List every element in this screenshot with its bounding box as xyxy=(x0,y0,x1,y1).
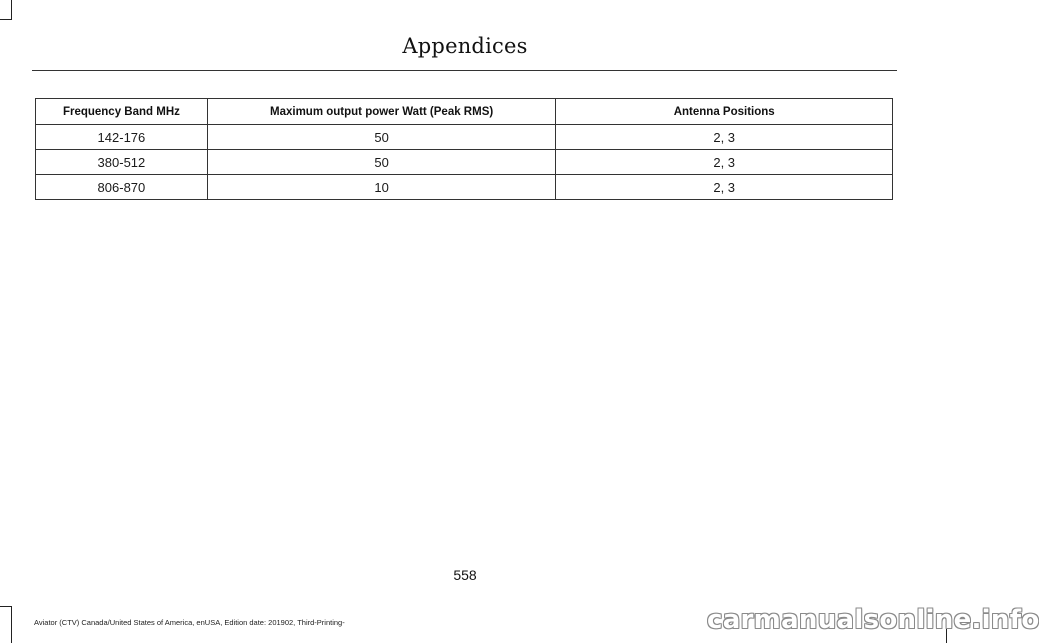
page-title: Appendices xyxy=(402,34,528,58)
cell-antenna-positions: 2, 3 xyxy=(556,150,893,175)
cell-frequency-band: 142-176 xyxy=(36,125,208,150)
page-number: 558 xyxy=(453,567,477,583)
cell-frequency-band: 380-512 xyxy=(36,150,208,175)
cell-antenna-positions: 2, 3 xyxy=(556,125,893,150)
cell-antenna-positions: 2, 3 xyxy=(556,175,893,200)
column-header-max-output-power: Maximum output power Watt (Peak RMS) xyxy=(207,99,556,125)
table-header-row xyxy=(36,99,893,125)
cell-max-output-power: 50 xyxy=(207,125,556,150)
frequency-table xyxy=(35,98,893,200)
column-header-frequency-band: Frequency Band MHz xyxy=(36,99,208,125)
cell-frequency-band: 806-870 xyxy=(36,175,208,200)
crop-mark-top-left-vertical xyxy=(11,0,12,20)
edition-footer: Aviator (CTV) Canada/United States of America, enUSA, Edition date: 201902, Third-Printing- xyxy=(34,618,345,627)
table-row xyxy=(36,150,893,175)
table-row xyxy=(36,125,893,150)
crop-mark-top-left-horizontal xyxy=(0,19,12,20)
cell-max-output-power: 50 xyxy=(207,150,556,175)
watermark-logo: carmanualsonline.info xyxy=(707,605,1039,635)
title-divider xyxy=(32,70,897,71)
table-row xyxy=(36,175,893,200)
cell-max-output-power: 10 xyxy=(207,175,556,200)
crop-mark-bottom-left-horizontal xyxy=(0,606,12,607)
crop-mark-bottom-left-vertical xyxy=(11,606,12,643)
column-header-antenna-positions: Antenna Positions xyxy=(556,99,893,125)
